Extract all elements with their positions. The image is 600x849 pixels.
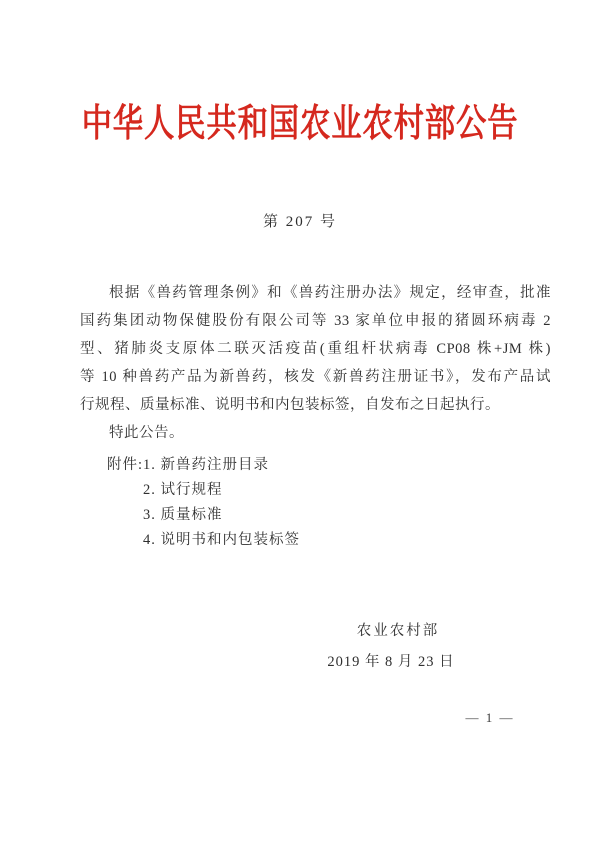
issuing-authority-signature: 农业农村部 <box>356 623 440 639</box>
issue-date: 2019 年 8 月 23 日 <box>327 654 455 670</box>
body-text-block <box>80 279 551 447</box>
attachment-item: 3. 质量标准 <box>143 507 223 523</box>
closing-statement: 特此公告。 <box>109 425 184 441</box>
attachments-list <box>143 453 300 553</box>
attachment-item: 2. 试行规程 <box>143 482 223 498</box>
page-number: — 1 — <box>465 710 515 725</box>
announcement-title: 中华人民共和国农业农村部公告 <box>81 103 519 145</box>
main-paragraph <box>80 279 551 419</box>
attachments-label: 附件: <box>107 457 144 473</box>
body-line: 等 10 种兽药产品为新兽药，核发《新兽药注册证书》，发布产品试 <box>80 369 551 385</box>
body-line: 行规程、质量标准、说明书和内包装标签，自发布之日起执行。 <box>80 397 500 413</box>
issue-number: 第 207 号 <box>262 214 337 230</box>
attachments-block <box>107 453 300 553</box>
attachment-item: 1. 新兽药注册目录 <box>143 457 270 473</box>
body-line: 国药集团动物保健股份有限公司等 33 家单位申报的猪圆环病毒 2 <box>80 313 551 329</box>
body-line: 型、猪肺炎支原体二联灭活疫苗(重组杆状病毒 CP08 株+JM 株) <box>80 341 551 357</box>
attachment-item: 4. 说明书和内包装标签 <box>143 532 301 548</box>
body-line: 根据《兽药管理条例》和《兽药注册办法》规定，经审查，批准 <box>109 285 551 301</box>
